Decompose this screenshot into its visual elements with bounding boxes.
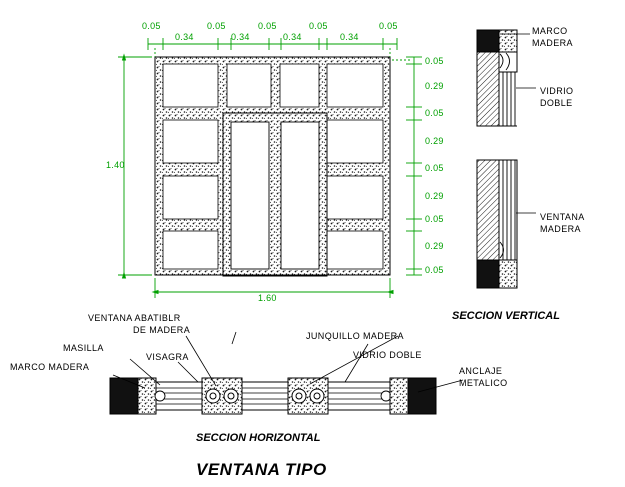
dim-right-5: 0.05 (425, 163, 444, 173)
callout-anclaje-metalico-line2: METALICO (459, 378, 508, 388)
drawing-title: VENTANA TIPO (196, 460, 327, 479)
callout-masilla: MASILLA (63, 343, 104, 353)
dim-right-4: 0.29 (425, 136, 444, 146)
dim-height-overall: 1.40 (106, 160, 125, 170)
callout-marco-madera-vertical-line1: MARCO (532, 26, 568, 36)
dim-top-4: 0.34 (231, 32, 250, 42)
callout-marco-madera-vertical-line2: MADERA (532, 38, 573, 48)
dim-top-5: 0.05 (258, 21, 277, 31)
dim-width-overall: 1.60 (258, 293, 277, 303)
dim-right-8: 0.29 (425, 241, 444, 251)
callout-ventana-abatible-line2: DE MADERA (133, 325, 191, 335)
dim-right-6: 0.29 (425, 191, 444, 201)
elevation-view (155, 57, 390, 276)
section-vertical-title: SECCION VERTICAL (452, 310, 560, 322)
dim-top-2: 0.34 (175, 32, 194, 42)
dim-right-9: 0.05 (425, 265, 444, 275)
dim-top-9: 0.05 (379, 21, 398, 31)
dim-top-8: 0.34 (340, 32, 359, 42)
dim-top-6: 0.34 (283, 32, 302, 42)
dim-top-3: 0.05 (207, 21, 226, 31)
callout-visagra: VISAGRA (146, 352, 189, 362)
callout-anclaje-metalico-line1: ANCLAJE (459, 366, 503, 376)
callout-vidrio-doble-horizontal: VIDRIO DOBLE (353, 350, 422, 360)
vertical-section-upper (477, 30, 536, 126)
dim-right-1: 0.05 (425, 56, 444, 66)
dim-top-1: 0.05 (142, 21, 161, 31)
dim-right-3: 0.05 (425, 108, 444, 118)
dim-top-7: 0.05 (309, 21, 328, 31)
callout-junquillo-madera: JUNQUILLO MADERA (306, 331, 404, 341)
vertical-section-lower (477, 160, 536, 288)
horizontal-section (110, 378, 436, 414)
callout-ventana-madera-line2: MADERA (540, 224, 581, 234)
dim-right-7: 0.05 (425, 214, 444, 224)
callout-ventana-abatible-line1: VENTANA ABATIBLR (88, 313, 181, 323)
callout-vidrio-doble-vertical-line2: DOBLE (540, 98, 573, 108)
callout-marco-madera-horizontal: MARCO MADERA (10, 362, 90, 372)
callout-ventana-madera-line1: VENTANA (540, 212, 585, 222)
dim-right-2: 0.29 (425, 81, 444, 91)
callout-vidrio-doble-vertical-line1: VIDRIO (540, 86, 574, 96)
section-horizontal-title: SECCION HORIZONTAL (196, 432, 321, 444)
